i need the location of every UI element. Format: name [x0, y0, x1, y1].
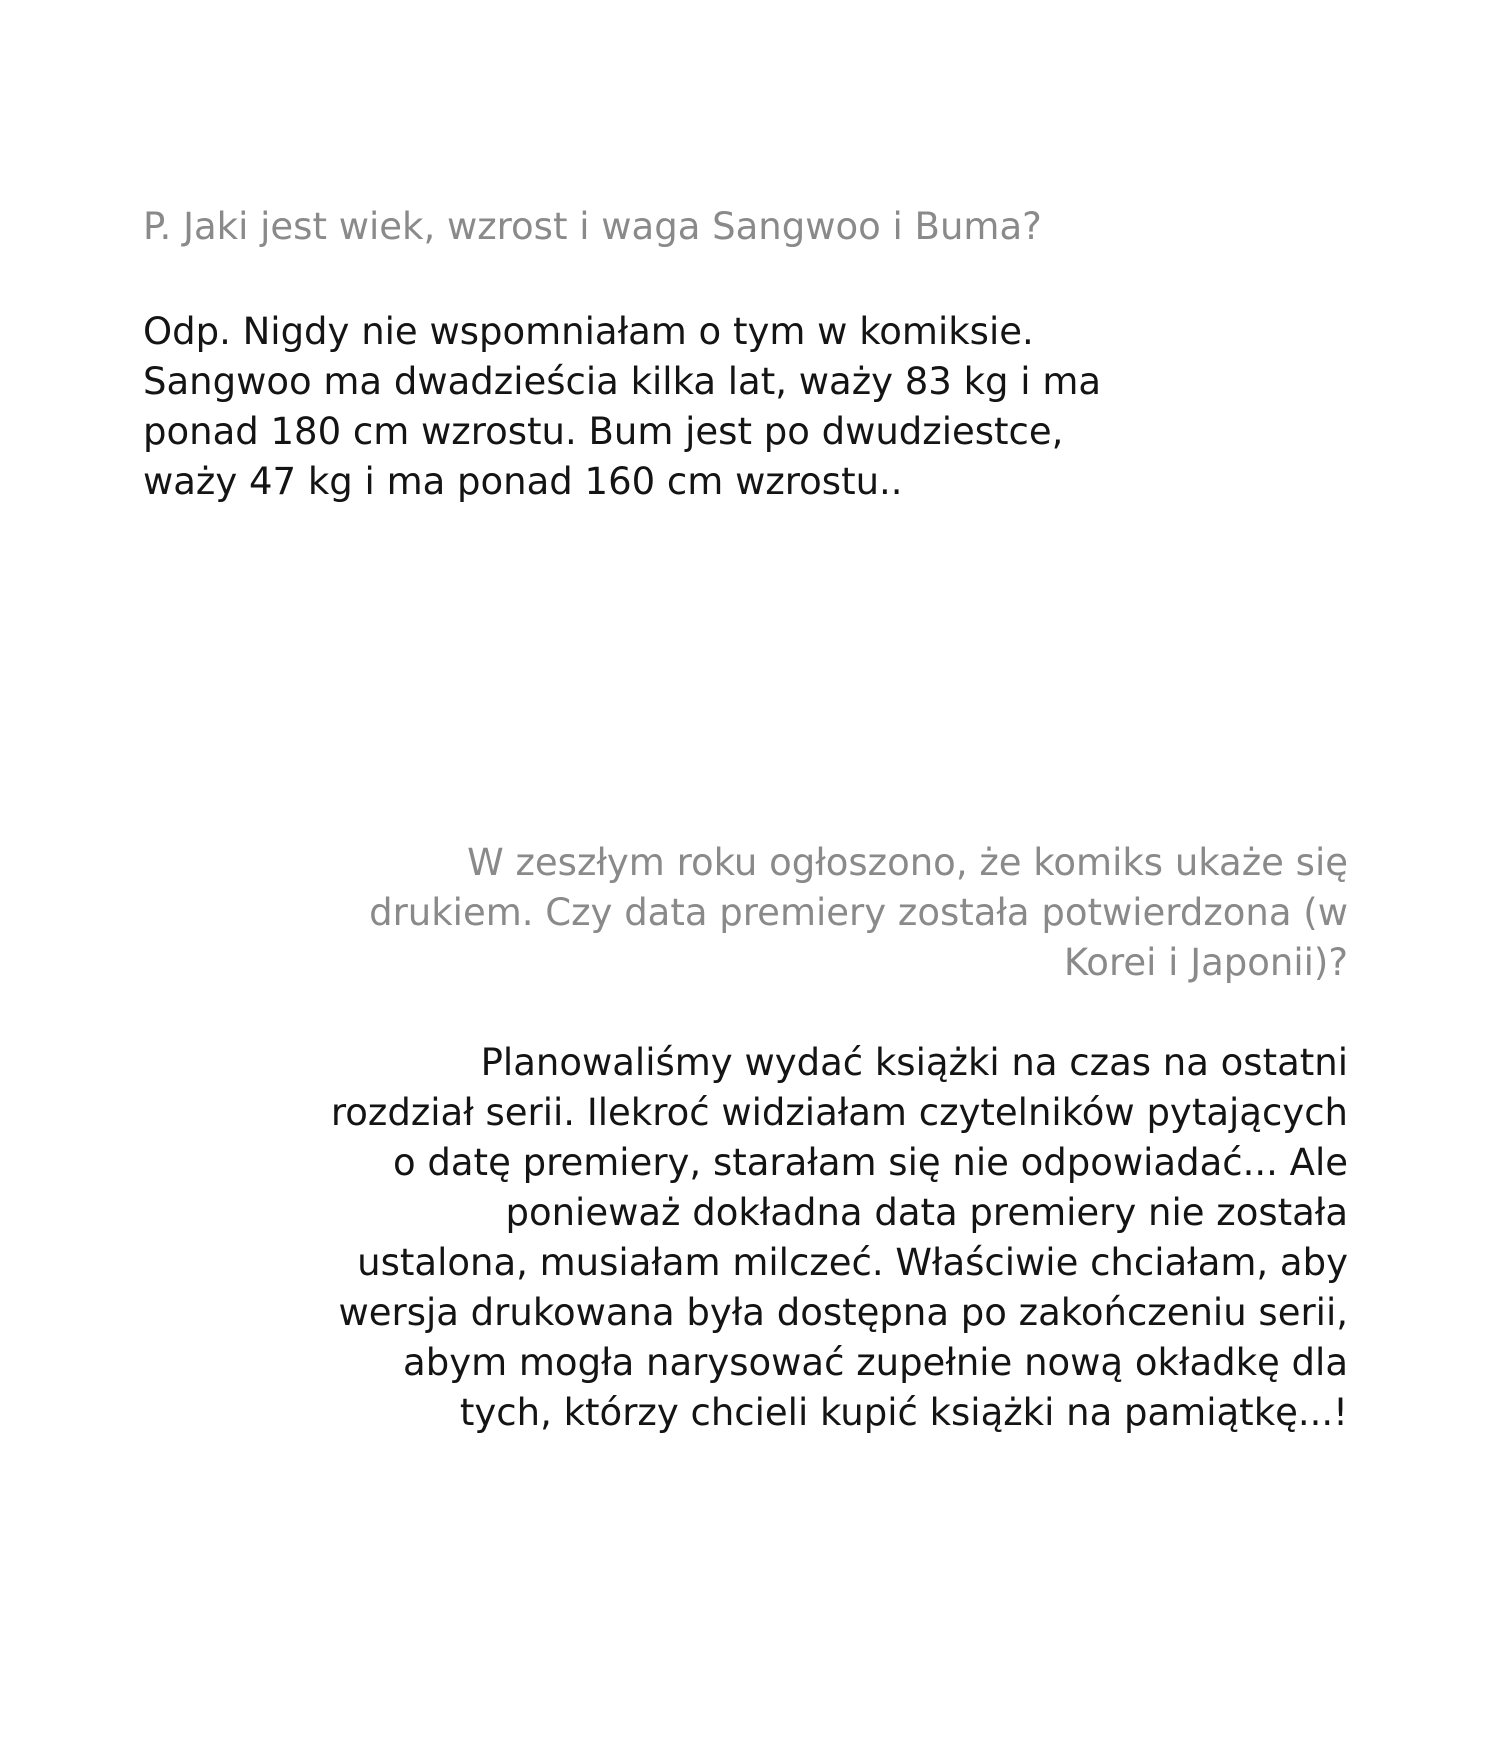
- question-text: W zeszłym roku ogłoszono, że komiks ukaże się drukiem. Czy data premiery została potwierdzona (w Korei i Japonii)?: [369, 841, 1348, 984]
- question-text: P. Jaki jest wiek, wzrost i waga Sangwoo i Buma?: [143, 205, 1042, 248]
- qa-block-age-height-weight: [143, 202, 1293, 507]
- answer-text: Odp. Nigdy nie wspomniałam o tym w komiksie. Sangwoo ma dwadzieścia kilka lat, waży 83 kg i ma ponad 180 cm wzrostu. Bum jest po dwudziestce, waży 47 kg i ma ponad 160 cm wzrostu..: [143, 310, 1102, 503]
- answer-text: Planowaliśmy wydać książki na czas na ostatni rozdział serii. Ilekroć widziałam czytelników pytających o datę premiery, starałam się nie odpowiadać... Ale ponieważ dokładna data premiery nie została ustalona, musiałam milczeć. Właściwie chciałam, aby wersja drukowana była dostępna po zakończeniu serii, abym mogła narysować zupełnie nową okładkę dla tych, którzy chcieli kupić książki na pamiątkę...!: [330, 1041, 1348, 1434]
- qa-block-print-release: [180, 838, 1348, 1438]
